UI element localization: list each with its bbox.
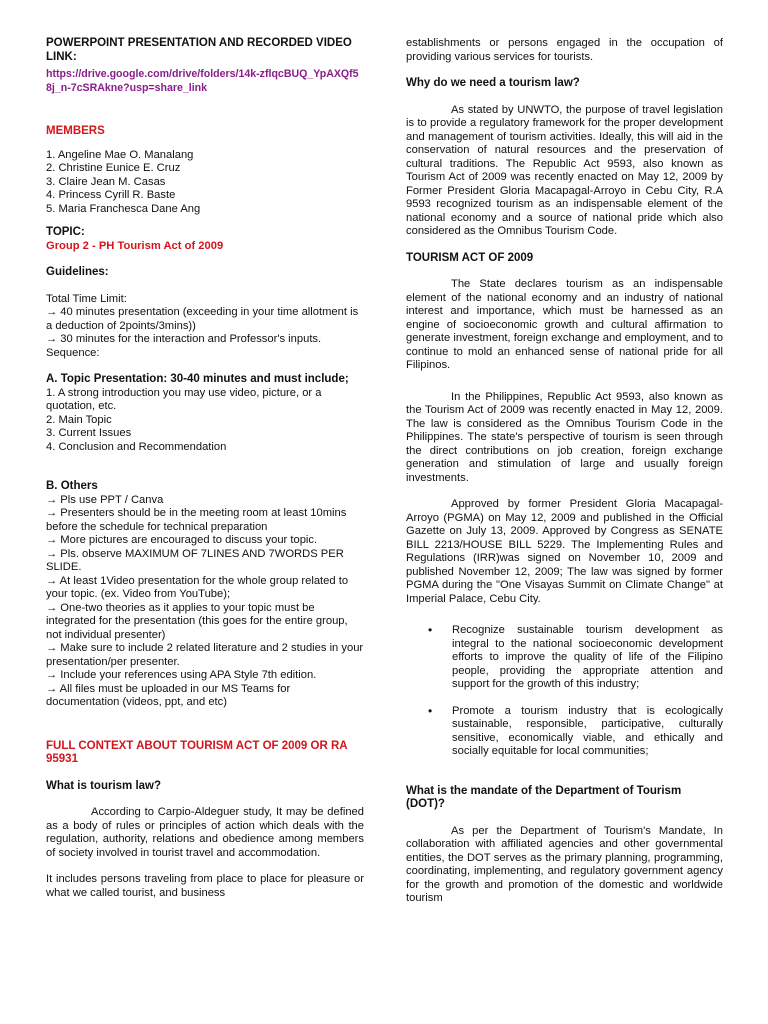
section-b-item: → Presenters should be in the meeting room at least 10mins before the schedule for technical preparation — [46, 507, 347, 533]
right-column — [406, 37, 723, 906]
member-item: 5. Maria Franchesca Dane Ang — [46, 202, 201, 215]
members-heading: MEMBERS — [46, 125, 105, 137]
section-b-item: → Pls use PPT / Canva — [46, 493, 164, 506]
topic-value: Group 2 - PH Tourism Act of 2009 — [46, 239, 224, 252]
act-heading: TOURISM ACT OF 2009 — [406, 251, 534, 264]
guideline-line: Total Time Limit: — [46, 292, 127, 305]
drive-link[interactable]: https://drive.google.com/drive/folders/14k-zflqcBUQ_YpAXQf58j_n-7cSRAkne?usp=share_link — [46, 68, 359, 94]
guideline-line: Sequence: — [46, 346, 100, 359]
section-a-item: 1. A strong introduction you may use video, picture, or a quotation, etc. — [46, 386, 322, 412]
act-paragraph-1: The State declares tourism as an indispensable element of the national economy and an industry of national interest and importance, which must be harnessed as an engine of socioeconomic growth and cultural affirmation to generate investment, foreign exchange and employment, and to continue to mold an enhanced sense of national pride for all Filipinos. — [406, 278, 723, 371]
bullet-text: Promote a tourism industry that is ecologically sustainable, responsible, participative, culturally sensitive, economically viable, and ethically and socially equitable for local communities; — [452, 704, 723, 757]
full-context-heading: FULL CONTEXT ABOUT TOURISM ACT OF 2009 OR RA 95931 — [46, 739, 348, 765]
members-list — [46, 149, 364, 217]
section-b-item: → All files must be uploaded in our MS Teams for documentation (videos, ppt, and etc) — [46, 682, 291, 708]
section-a-item: 4. Conclusion and Recommendation — [46, 440, 227, 453]
section-a-heading: A. Topic Presentation: 30-40 minutes and must include; — [46, 373, 349, 385]
why-paragraph: As stated by UNWTO, the purpose of travel legislation is to provide a regulatory framework for the proper development and management of tourism activities. Ideally, this will aid in the conservation of natural resources and the preservation of cultural traditions. The Republic Act 9593, also known as Tourism Act of 2009 was recently enacted on May 12, 2009 by Former President Gloria Macapagal-Arroyo in Cebu City, R.A 9593 recognized tourism as an indispensable element of the national economy and a source of national pride which also considered as the Omnibus Tourism Code. — [406, 103, 723, 237]
bullet-icon: • — [428, 703, 433, 718]
left-column — [46, 37, 364, 900]
mandate-paragraph: As per the Department of Tourism's Mandate, In collaboration with affiliated agencies and other governmental entities, the DOT serves as the primary planning, programming, coordinating, implementing, and regulatory government agency for the growth and promotion of the domestic and worldwide tourism — [406, 824, 723, 904]
guidelines-list — [46, 293, 364, 361]
bullet-icon: • — [428, 623, 433, 637]
list-item — [406, 705, 723, 759]
policy-bullets — [406, 624, 723, 759]
member-item: 4. Princess Cyrill R. Baste — [46, 189, 176, 201]
what-is-paragraph: According to Carpio-Aldeguer study, It may be defined as a body of rules or principles of action which deals with the regulation, authority, relations and obedience among members of society involved in tourist travel and accommodation. — [46, 806, 364, 859]
member-item: 2. Christine Eunice E. Cruz — [46, 162, 181, 174]
act-paragraph-3: Approved by former President Gloria Macapagal-Arroyo (PGMA) on May 12, 2009 and published in the Official Gazette on July 13, 2009. Approved by Congress as SENATE BILL 2213/HOUSE BILL 5229. The Implementing Rules and Regulations (IRR)was signed on November 10, 2009 and published November 12, 2009; The law was signed by former PGMA during the "One Visayas Summit on Climate Change" at Imperial Palace, Cebu City. — [406, 498, 723, 605]
section-b-heading: B. Others — [46, 480, 98, 492]
section-b-item: → Include your references using APA Style 7th edition. — [46, 669, 317, 681]
section-b-item: → Pls. observe MAXIMUM OF 7LINES AND 7WORDS PER SLIDE. — [46, 547, 344, 573]
act-paragraph-2: In the Philippines, Republic Act 9593, also known as the Tourism Act of 2009 was recently enacted in May 12, 2009. The law is considered as the Omnibus Tourism Code in the Philippines. The state's perspective of tourism is seen through the direct contributions on job creation, foreign exchange generation and stimulation of large and usually foreign investments. — [406, 390, 723, 484]
section-b-list — [46, 494, 364, 710]
section-b-item: → One-two theories as it applies to your topic must be integrated for the presentation (this goes for the entire group, not individual presenter) — [46, 601, 348, 641]
why-heading: Why do we need a tourism law? — [406, 77, 580, 89]
list-item — [406, 624, 723, 692]
link-heading: POWERPOINT PRESENTATION AND RECORDED VIDEO LINK: — [46, 37, 352, 63]
section-b-item: → More pictures are encouraged to discuss your topic. — [46, 534, 318, 546]
continuation-paragraph: establishments or persons engaged in the occupation of providing various services for tourists. — [406, 37, 723, 63]
guidelines-label: Guidelines: — [46, 266, 109, 278]
member-item: 3. Claire Jean M. Casas — [46, 175, 166, 188]
member-item: 1. Angeline Mae O. Manalang — [46, 148, 194, 161]
guideline-line: → 30 minutes for the interaction and Professor's inputs. — [46, 333, 322, 345]
section-b-item: → Make sure to include 2 related literature and 2 studies in your presentation/per presenter. — [46, 642, 364, 668]
section-a-item: 3. Current Issues — [46, 427, 132, 439]
guideline-line: → 40 minutes presentation (exceeding in your time allotment is a deduction of 2points/3mins)) — [46, 306, 359, 332]
what-is-heading: What is tourism law? — [46, 779, 162, 792]
section-a-item: 2. Main Topic — [46, 413, 112, 426]
what-is-paragraph-2: It includes persons traveling from place to place for pleasure or what we called tourist, and business — [46, 873, 364, 899]
section-a-list — [46, 387, 364, 455]
bullet-text: Recognize sustainable tourism development as integral to the national socioeconomic development efforts to improve the quality of life of the Filipino people, providing the appropriate attention and support for the growth of this industry; — [452, 624, 723, 690]
mandate-heading: What is the mandate of the Department of Tourism (DOT)? — [406, 784, 682, 810]
topic-label: TOPIC: — [46, 226, 85, 238]
section-b-item: → At least 1Video presentation for the whole group related to your topic. (ex. Video from YouTube); — [46, 574, 349, 600]
